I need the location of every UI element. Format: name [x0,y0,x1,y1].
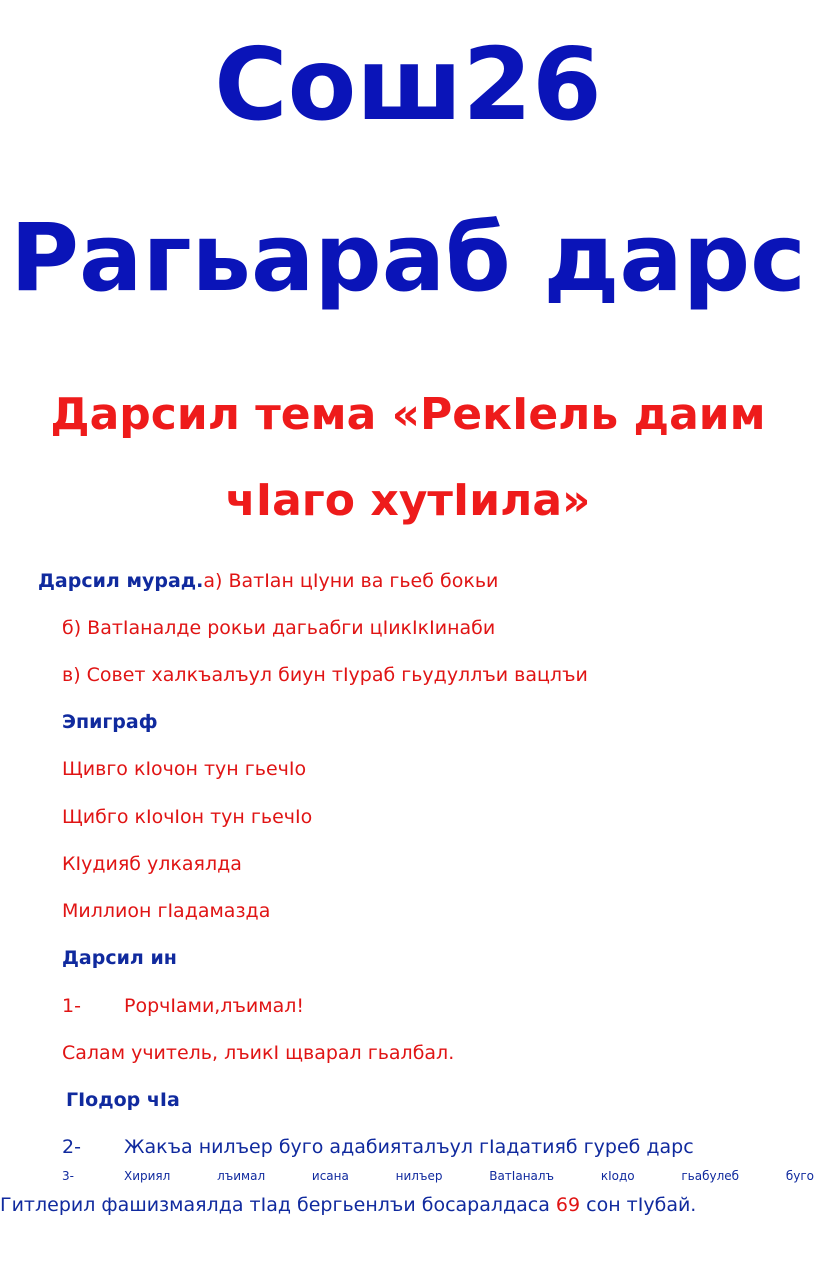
lesson-item-1 [62,993,304,1019]
item-number: 1- [62,995,81,1017]
school-title: Сош26 [214,26,602,143]
item-text: Хириял лъимал исана нилъер ВатIаналъ кIодо гьабулеб буго [124,1169,814,1183]
main-item-3-first-line [62,1163,816,1189]
item-text: РорчIами,лъимал! [124,995,304,1017]
main-label: ГIодор чIа [66,1089,180,1111]
goal-label: Дарсил мурад. [38,570,204,592]
epigraph-line: КIудияб улкаялда [62,853,242,875]
item-text: Жакъа нилъер буго адабияталъул гIадатияб гуреб дарс [124,1136,694,1158]
item-number: 3- [62,1169,74,1183]
item-text: сон тIубай. [580,1194,697,1216]
topic-line-1: Дарсил тема «РекIель даим [50,389,766,440]
lesson-title: Рагьараб дарс [10,204,806,313]
anniversary-number: 69 [555,1194,581,1216]
item-number: 2- [62,1136,81,1158]
goal-line [38,568,498,594]
epigraph-line: Миллион гIадамазда [62,900,271,922]
main-item-3-second-line [0,1192,696,1218]
epigraph-label: Эпиграф [62,711,158,733]
goal-item-a: а) ВатIан цIуни ва гьеб бокьи [203,570,499,592]
goal-item-c: в) Совет халкъалъул биун тIураб гьудуллъи вацлъи [62,664,588,686]
greeting-line: Салам учитель, лъикI щварал гьалбал. [62,1042,455,1064]
topic-line-2: чIаго хутIила» [225,475,591,526]
goal-item-b: б) ВатIаналде рокьи дагьабги цIикIкIинаби [62,617,496,639]
epigraph-line: Щибго кIочIон тун гьечIо [62,806,313,828]
item-text: Гитлерил фашизмаялда тIад бергьенлъи босаралдаса [0,1194,556,1216]
lesson-label: Дарсил ин [62,947,177,969]
main-item-2 [62,1134,694,1160]
epigraph-line: Щивго кIочон тун гьечIо [62,758,307,780]
